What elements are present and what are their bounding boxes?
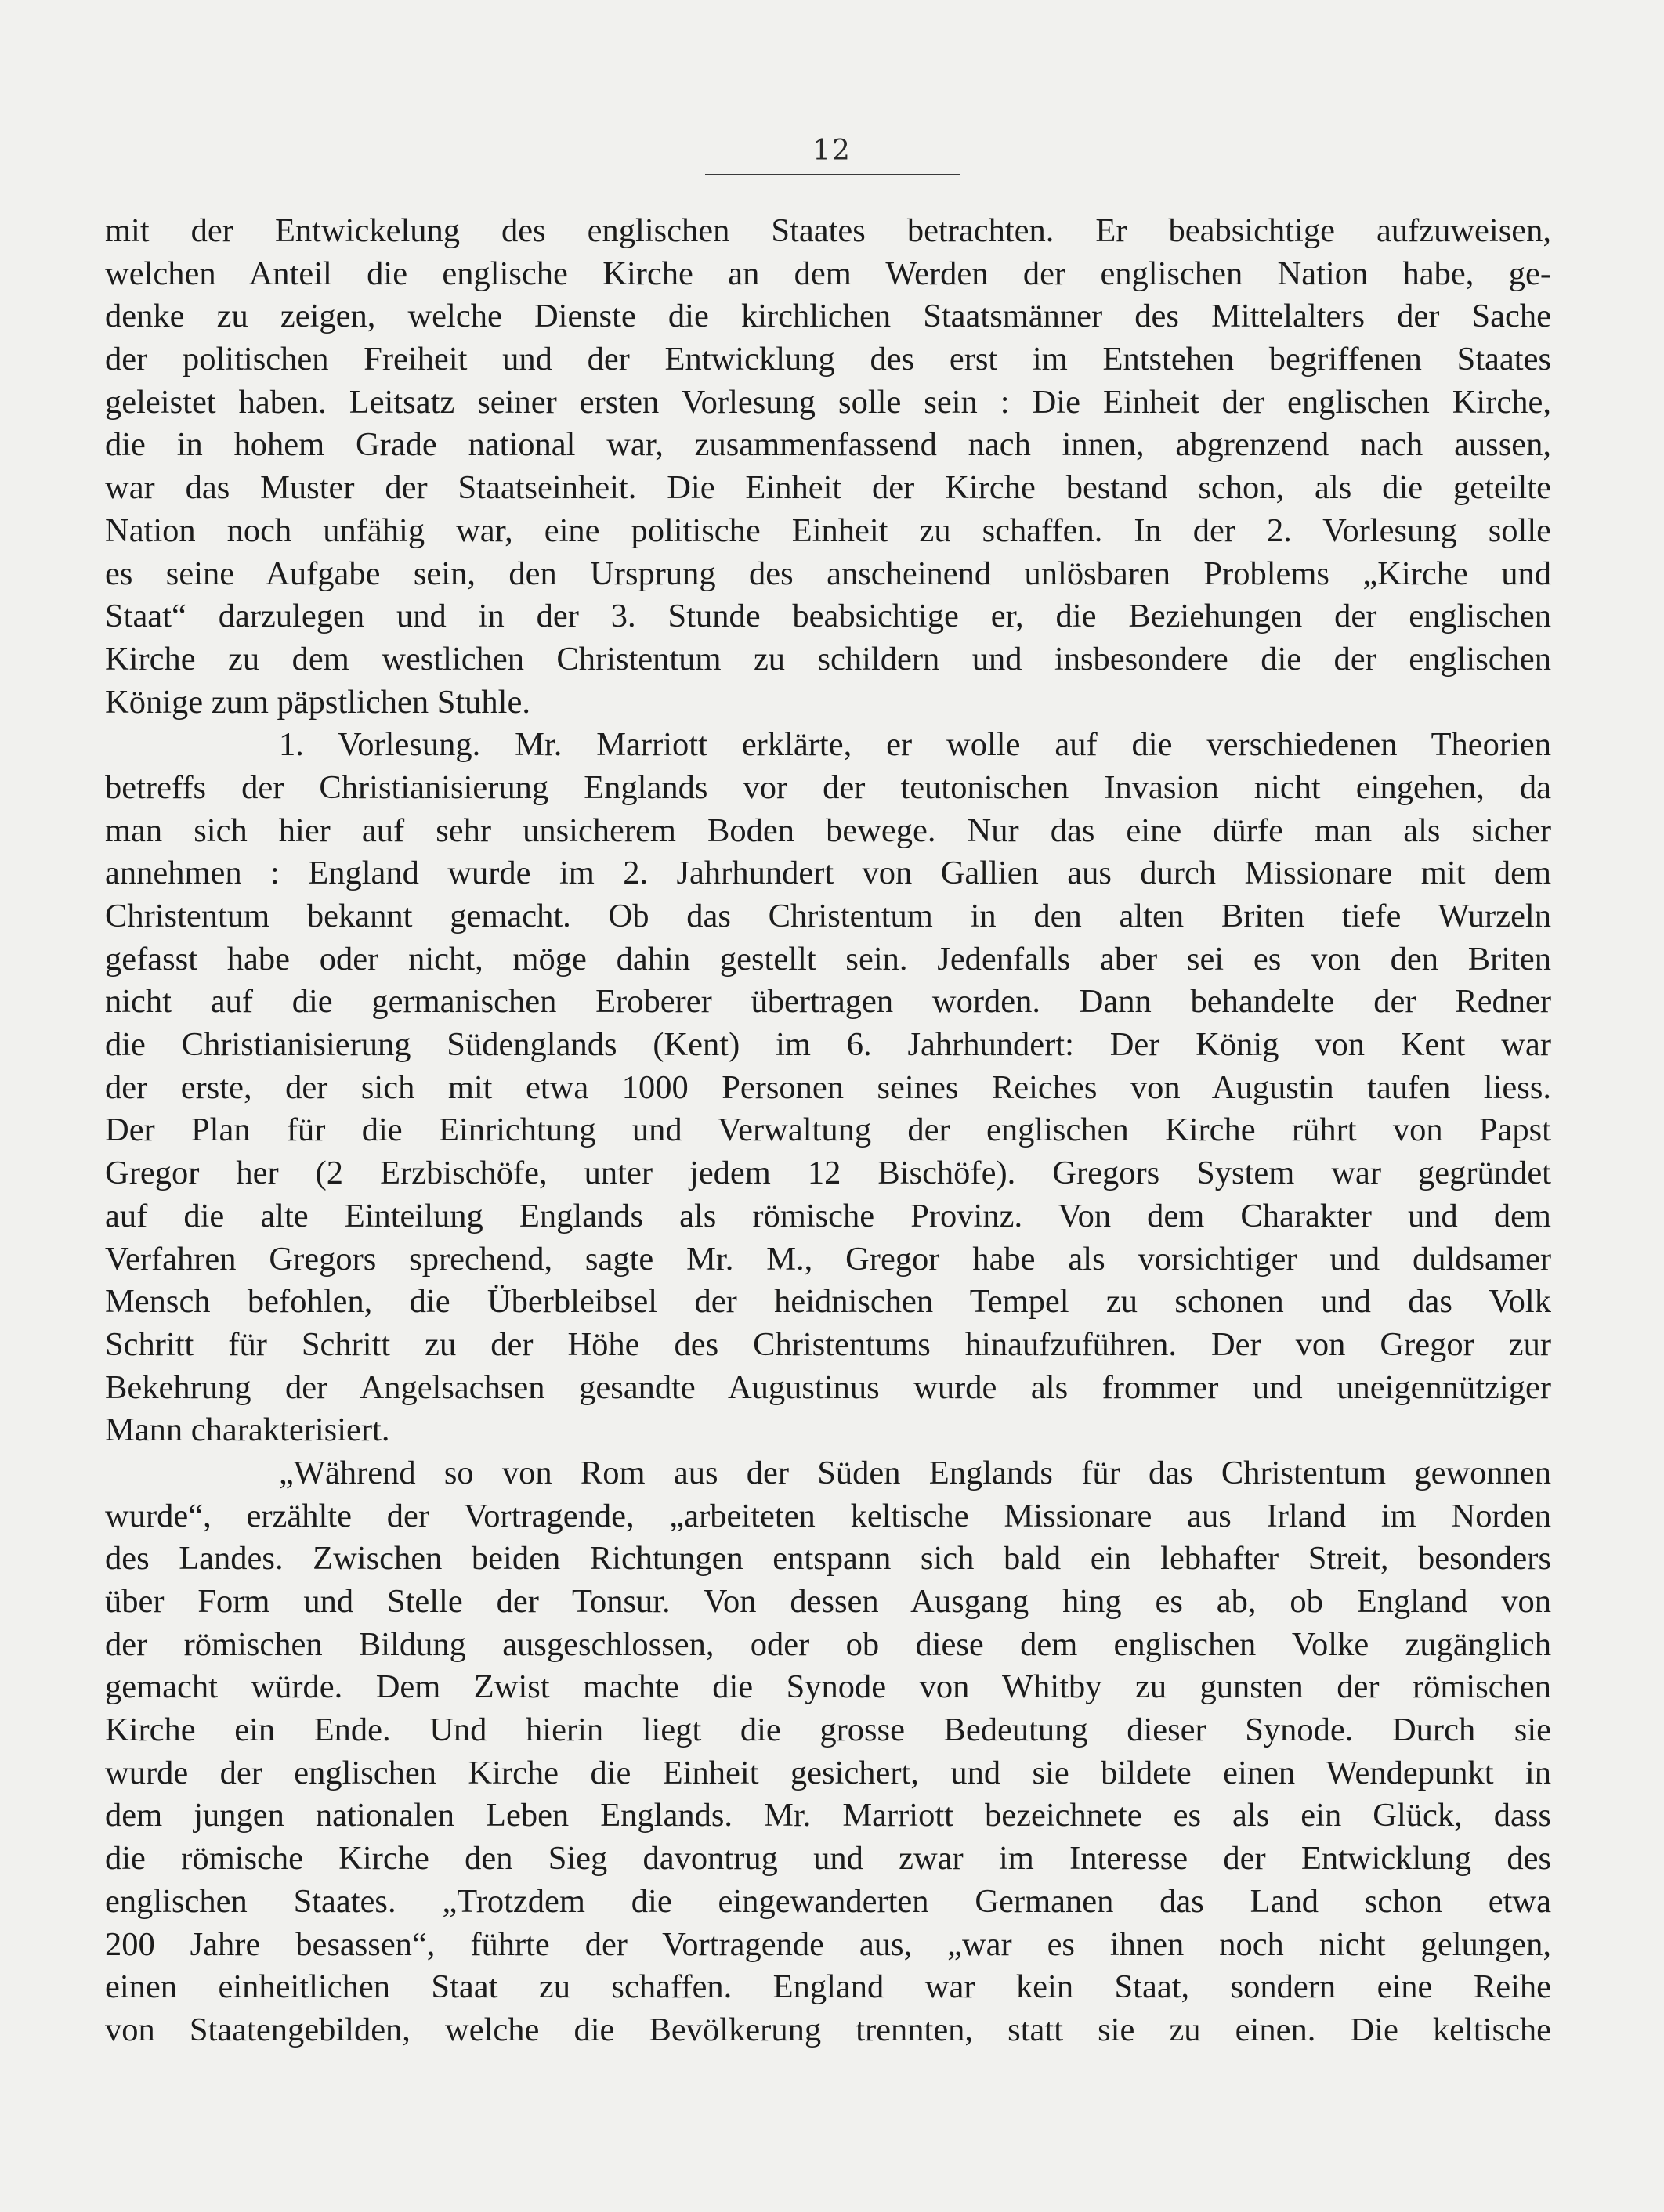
text-line: die römische Kirche den Sieg davontrug und zwar im Interesse der Entwicklung des (105, 1840, 1551, 1878)
text-line: Kirche ein Ende. Und hierin liegt die grosse Bedeutung dieser Synode. Durch sie (105, 1711, 1551, 1749)
page-number: 12 (812, 135, 852, 167)
body-text (105, 210, 1551, 2052)
text-line: Könige zum päpstlichen Stuhle. (105, 683, 530, 721)
text-line: gemacht würde. Dem Zwist machte die Synode von Whitby zu gunsten der römischen (105, 1668, 1551, 1706)
text-line: des Landes. Zwischen beiden Richtungen entspann sich bald ein lebhafter Streit, besonders (105, 1540, 1551, 1578)
text-line: welchen Anteil die englische Kirche an dem Werden der englischen Nation habe, ge- (105, 255, 1551, 292)
text-line: Kirche zu dem westlichen Christentum zu schildern und insbesondere die der englischen (105, 640, 1551, 678)
text-line: wurde“, erzählte der Vortragende, „arbeiteten keltische Missionare aus Irland im Norden (105, 1497, 1551, 1534)
text-line: der erste, der sich mit etwa 1000 Personen seines Reiches von Augustin taufen liess. (105, 1068, 1551, 1106)
text-line: betreffs der Christianisierung Englands vor der teutonischen Invasion nicht eingehen, da (105, 768, 1551, 806)
text-line: man sich hier auf sehr unsicherem Boden bewege. Nur das eine dürfe man als sicher (105, 811, 1551, 849)
text-line: nicht auf die germanischen Eroberer übertragen worden. Dann behandelte der Redner (105, 983, 1551, 1021)
text-line: Bekehrung der Angelsachsen gesandte Augustinus wurde als frommer und uneigennütziger (105, 1368, 1551, 1406)
text-line: Verfahren Gregors sprechend, sagte Mr. M., Gregor habe als vorsichtiger und duldsamer (105, 1240, 1551, 1278)
text-line: 1. Vorlesung. Mr. Marriott erklärte, er wolle auf die verschiedenen Theorien (279, 726, 1551, 764)
text-line: Nation noch unfähig war, eine politische Einheit zu schaffen. In der 2. Vorlesung solle (105, 511, 1551, 549)
header-rule (705, 174, 960, 175)
text-line: mit der Entwickelung des englischen Staates betrachten. Er beabsichtige aufzuweisen, (105, 212, 1551, 249)
text-line: 200 Jahre besassen“, führte der Vortragende aus, „war es ihnen noch nicht gelungen, (105, 1925, 1551, 1963)
text-line: auf die alte Einteilung Englands als römische Provinz. Von dem Charakter und dem (105, 1197, 1551, 1234)
text-line: englischen Staates. „Trotzdem die eingewanderten Germanen das Land schon etwa (105, 1882, 1551, 1920)
text-line: Mensch befohlen, die Überbleibsel der heidnischen Tempel zu schonen und das Volk (105, 1283, 1551, 1321)
text-line: Mann charakterisiert. (105, 1411, 390, 1449)
text-line: war das Muster der Staatseinheit. Die Einheit der Kirche bestand schon, als die geteilte (105, 469, 1551, 507)
text-line: von Staatengebilden, welche die Bevölkerung trennten, statt sie zu einen. Die keltische (105, 2011, 1551, 2048)
text-line: die Christianisierung Südenglands (Kent) im 6. Jahrhundert: Der König von Kent war (105, 1026, 1551, 1064)
text-line: denke zu zeigen, welche Dienste die kirchlichen Staatsmänner des Mittelalters der Sache (105, 298, 1551, 335)
text-line: annehmen : England wurde im 2. Jahrhundert von Gallien aus durch Missionare mit dem (105, 855, 1551, 892)
text-line: Staat“ darzulegen und in der 3. Stunde beabsichtige er, die Beziehungen der englischen (105, 598, 1551, 635)
text-line: Der Plan für die Einrichtung und Verwaltung der englischen Kirche rührt von Papst (105, 1111, 1551, 1149)
text-line: über Form und Stelle der Tonsur. Von dessen Ausgang hing es ab, ob England von (105, 1583, 1551, 1620)
text-line: gefasst habe oder nicht, möge dahin gestellt sein. Jedenfalls aber sei es von den Briten (105, 940, 1551, 978)
text-line: es seine Aufgabe sein, den Ursprung des anscheinend unlösbaren Problems „Kirche und (105, 555, 1551, 592)
text-line: Schritt für Schritt zu der Höhe des Christentums hinaufzuführen. Der von Gregor zur (105, 1325, 1551, 1363)
text-line: geleistet haben. Leitsatz seiner ersten Vorlesung solle sein : Die Einheit der englischen Kirche, (105, 383, 1551, 421)
text-line: der römischen Bildung ausgeschlossen, oder ob diese dem englischen Volke zugänglich (105, 1625, 1551, 1663)
text-line: einen einheitlichen Staat zu schaffen. England war kein Staat, sondern eine Reihe (105, 1968, 1551, 2006)
text-line: die in hohem Grade national war, zusammenfassend nach innen, abgrenzend nach aussen, (105, 426, 1551, 464)
text-line: Christentum bekannt gemacht. Ob das Christentum in den alten Briten tiefe Wurzeln (105, 898, 1551, 934)
text-line: Gregor her (2 Erzbischöfe, unter jedem 12 Bischöfe). Gregors System war gegründet (105, 1155, 1551, 1192)
text-line: „Während so von Rom aus der Süden Englands für das Christentum gewonnen (279, 1454, 1551, 1491)
text-line: der politischen Freiheit und der Entwicklung des erst im Entstehen begriffenen Staates (105, 341, 1551, 378)
text-line: dem jungen nationalen Leben Englands. Mr. Marriott bezeichnete es als ein Glück, dass (105, 1797, 1551, 1834)
text-line: wurde der englischen Kirche die Einheit gesichert, und sie bildete einen Wendepunkt in (105, 1754, 1551, 1791)
